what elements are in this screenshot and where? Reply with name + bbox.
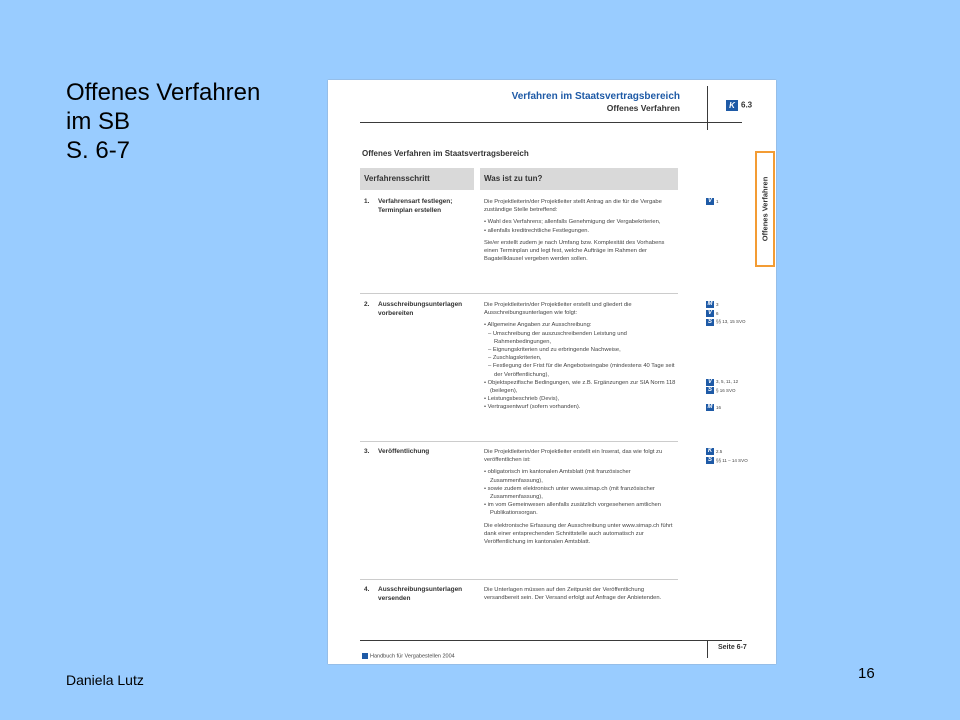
reference-text: 2.5	[716, 449, 723, 454]
description-paragraph: • Objektspezifische Bedingungen, wie z.B. Ergänzungen zur SIA Norm 118 (beilegen),	[484, 379, 676, 395]
step-references	[706, 301, 746, 413]
doc-footer-rule	[360, 640, 742, 641]
reference-m-icon: M	[707, 404, 713, 411]
description-paragraph: – Eignungskriterien und zu erbringende Nachweise,	[488, 347, 621, 354]
description-paragraph: • im vom Gemeinwesen allenfalls zusätzlich vorgesehenen amtlichen Publikationsorgan.	[484, 502, 661, 517]
step-title: Veröffentlichung	[378, 448, 430, 455]
side-tab-label: Offenes Verfahren	[760, 176, 770, 242]
description-paragraph: Die elektronische Erfassung der Ausschreibung unter www.simap.ch führt dank einer entsprechenden Schnittstelle auch automatisch zur Veröffentlichung im kantonalen Amtsblatt.	[484, 522, 673, 546]
description-paragraph: Die Projektleiterin/der Projektleiter stellt Antrag an die für die Vergabe zuständige Stelle betreffend:	[484, 199, 662, 214]
column-header-todo: Was ist zu tun?	[480, 168, 678, 190]
reference-row	[706, 448, 748, 457]
step-number: 4.	[364, 586, 370, 593]
document-page-image	[328, 80, 776, 664]
description-paragraph: – Zuschlagskriterien,	[488, 355, 542, 362]
reference-row	[706, 198, 719, 207]
doc-header-title: Verfahren im Staatsvertragsbereich	[511, 91, 680, 102]
step-references	[706, 448, 748, 465]
reference-text: §§ 11 – 14 SVO	[716, 457, 748, 463]
step-description	[484, 586, 680, 606]
doc-header-divider	[707, 86, 708, 130]
description-paragraph: • Wahl des Verfahrens; allenfalls Genehmigung der Vergabekriterien,	[484, 219, 661, 226]
step-label	[364, 301, 474, 318]
reference-v-icon: V	[707, 309, 712, 316]
reference-s-icon: S	[707, 387, 712, 394]
reference-row	[706, 353, 746, 362]
description-paragraph: Die Projektleiterin/der Projektleiter erstellt und gliedert die Ausschreibungsunterlagen wie folgt:	[484, 302, 632, 317]
doc-footer-page: Seite 6-7	[718, 644, 747, 651]
description-paragraph: • Leistungsbeschrieb (Devis),	[484, 396, 560, 403]
row-separator	[360, 441, 678, 442]
reference-v-icon: V	[707, 198, 712, 205]
reference-row	[706, 396, 746, 405]
slide-title	[66, 78, 260, 165]
doc-footer-left-text: Handbuch für Vergabestellen 2004	[370, 653, 455, 660]
description-paragraph: • Vertragsentwurf (sofern vorhanden).	[484, 404, 581, 411]
row-separator	[360, 579, 678, 580]
reference-row	[706, 344, 746, 353]
reference-text: 1	[716, 199, 719, 204]
doc-footer-divider	[707, 640, 708, 658]
reference-row	[706, 404, 746, 413]
reference-v-icon: V	[707, 378, 712, 385]
doc-header-subtitle: Offenes Verfahren	[606, 103, 680, 113]
step-label	[364, 586, 474, 603]
step-number: 3.	[364, 448, 370, 455]
reference-text: 3	[716, 302, 719, 307]
doc-footer-left	[362, 653, 455, 659]
row-separator	[360, 293, 678, 294]
reference-row	[706, 310, 746, 319]
side-tab	[755, 151, 775, 267]
reference-s-icon: S	[707, 456, 712, 463]
description-paragraph: • allenfalls kreditrechtliche Festlegungen.	[484, 227, 590, 234]
doc-header-rule	[360, 122, 742, 123]
reference-row	[706, 457, 748, 466]
reference-row	[706, 387, 746, 396]
description-paragraph: • Allgemeine Angaben zur Ausschreibung:	[484, 322, 592, 329]
step-description	[484, 448, 680, 550]
reference-text: § 16 SVO	[716, 387, 736, 393]
chapter-k-icon: K	[726, 100, 738, 111]
reference-row	[706, 318, 746, 327]
description-paragraph: – Festlegung der Frist für die Angebotseingabe (mindestens 40 Tage seit der Veröffentlichung),	[488, 363, 675, 378]
reference-text: §§ 13, 15 SVO	[716, 319, 746, 325]
reference-row	[706, 301, 746, 310]
reference-text: 3, 5, 11, 12	[716, 379, 739, 385]
description-paragraph: Die Projektleiterin/der Projektleiter erstellt ein Inserat, das wie folgt zu veröffentlichen ist:	[484, 449, 663, 464]
step-number: 2.	[364, 301, 370, 308]
doc-header-badge-number: 6.3	[741, 100, 753, 110]
step-title: Ausschreibungsunterlagen vorbereiten	[378, 301, 463, 317]
slide-title-line-1: Offenes Verfahren	[66, 79, 261, 106]
slide-number: 16	[858, 665, 875, 682]
author-name: Daniela Lutz	[66, 672, 144, 688]
step-references	[706, 198, 719, 207]
description-paragraph: • obligatorisch im kantonalen Amtsblatt (mit französischer Zusammenfassung),	[484, 469, 631, 484]
slide-title-line-2: im SB	[66, 108, 131, 135]
reference-row	[706, 370, 746, 379]
reference-k-icon: K	[707, 448, 713, 455]
reference-text: 6	[716, 310, 719, 316]
section-title: Offenes Verfahren im Staatsvertragsbereich	[362, 149, 529, 158]
description-paragraph: Sie/er erstellt zudem je nach Umfang bzw. Komplexität des Vorhabens einen Terminplan und legt fest, welche Aufträge im Rahmen der Bagatellklausel vergeben werden sollen.	[484, 239, 665, 263]
reference-row	[706, 361, 746, 370]
step-label	[364, 448, 474, 457]
step-description	[484, 198, 680, 267]
description-paragraph: Die Unterlagen müssen auf den Zeitpunkt der Veröffentlichung versandbereit sein. Der Versand erfolgt auf Anfrage der Anbietenden.	[484, 587, 662, 602]
reference-m-icon: M	[707, 301, 713, 308]
doc-header-badge	[726, 100, 752, 111]
slide-title-line-3: S. 6-7	[66, 137, 131, 164]
step-number: 1.	[364, 198, 370, 205]
reference-s-icon: S	[707, 318, 712, 325]
step-title: Ausschreibungsunterlagen versenden	[378, 586, 463, 602]
reference-row	[706, 335, 746, 344]
reference-row	[706, 378, 746, 387]
description-paragraph: – Umschreibung der auszuschreibenden Leistung und Rahmenbedingungen,	[488, 330, 627, 345]
reference-text: 16	[716, 405, 722, 411]
step-label	[364, 198, 474, 215]
column-header-step: Verfahrensschritt	[360, 168, 474, 190]
handbook-arrow-icon	[362, 653, 368, 659]
reference-row	[706, 327, 746, 336]
step-title: Verfahrensart festlegen; Terminplan erstellen	[378, 198, 453, 214]
step-description	[484, 301, 680, 416]
description-paragraph: • sowie zudem elektronisch unter www.simap.ch (mit französischer Zusammenfassung),	[484, 485, 655, 501]
